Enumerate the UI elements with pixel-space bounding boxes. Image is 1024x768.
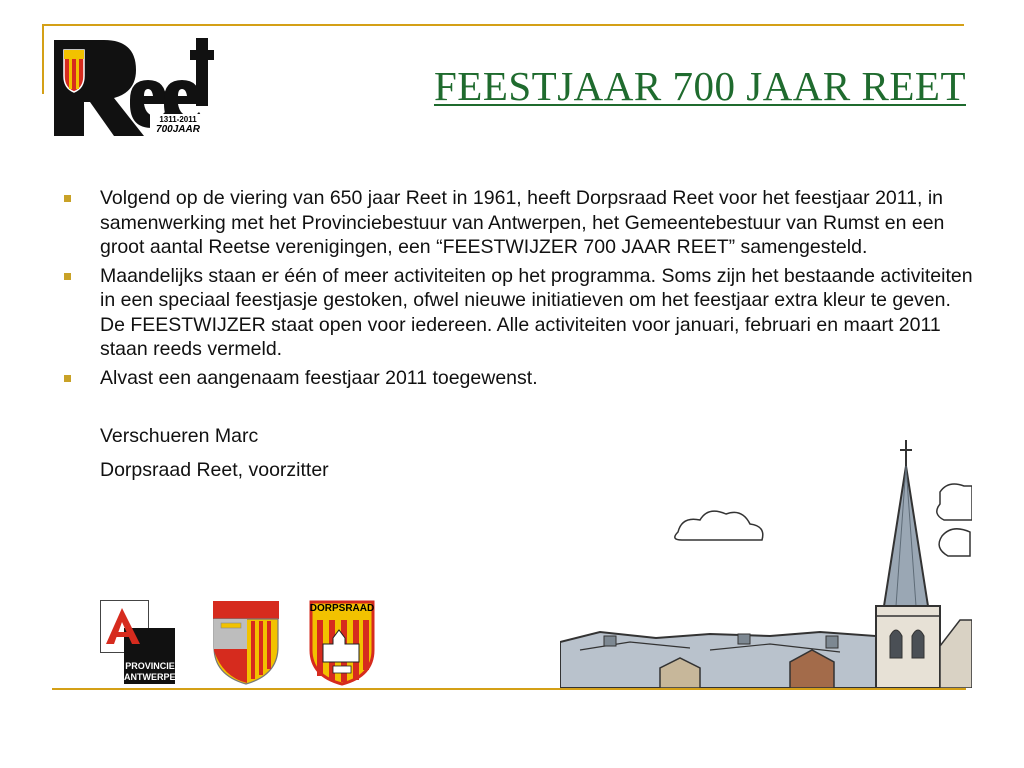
signature-name: Verschueren Marc <box>100 425 259 447</box>
reet-coat-of-arms-icon <box>213 601 279 685</box>
frame-top-line <box>42 24 964 26</box>
bullet-square-icon <box>64 195 71 202</box>
page-title: FEESTJAAR 700 JAAR REET <box>433 63 966 109</box>
bullet-item <box>64 264 980 362</box>
logo-years: 1311-2011 <box>159 115 197 124</box>
province-label-line2: ANTWERPEN <box>124 672 182 682</box>
logo-700-jaar: 700JAAR <box>156 124 200 135</box>
village-church-illustration <box>560 436 972 688</box>
bullet-text: Alvast een aangenaam feestjaar 2011 toegewenst. <box>100 366 538 389</box>
dorpsraad-label: DORPSRAAD <box>309 603 375 614</box>
bullet-square-icon <box>64 375 71 382</box>
signature-role: Dorpsraad Reet, voorzitter <box>100 458 329 481</box>
bullet-list <box>64 186 980 390</box>
bullet-square-icon <box>64 273 71 280</box>
frame-left-line <box>42 24 44 94</box>
bullet-item <box>64 366 980 391</box>
bullet-item <box>64 186 980 260</box>
bullet-text: Maandelijks staan er één of meer activiteiten op het programma. Soms zijn het bestaande activiteiten in een speciaal feestjasje gestoken, ofwel nieuwe initiatieven om het feestjaar extra kleur te geven. De FEESTWIJZER staat open voor iedereen. Alle activiteiten voor januari, februari en maart 2011 staan reeds vermeld. <box>100 264 973 360</box>
province-label-line1: PROVINCIE <box>125 661 175 671</box>
frame-bottom-line <box>52 688 966 690</box>
bullet-text: Volgend op de viering van 650 jaar Reet in 1961, heeft Dorpsraad Reet voor het feestjaar 2011, in samenwerking met het Provinciebestuur van Antwerpen, het Gemeentebestuur van Rumst en een groot aantal Reetse verenigingen, een “FEESTWIJZER 700 JAAR REET” samengesteld. <box>100 187 945 258</box>
